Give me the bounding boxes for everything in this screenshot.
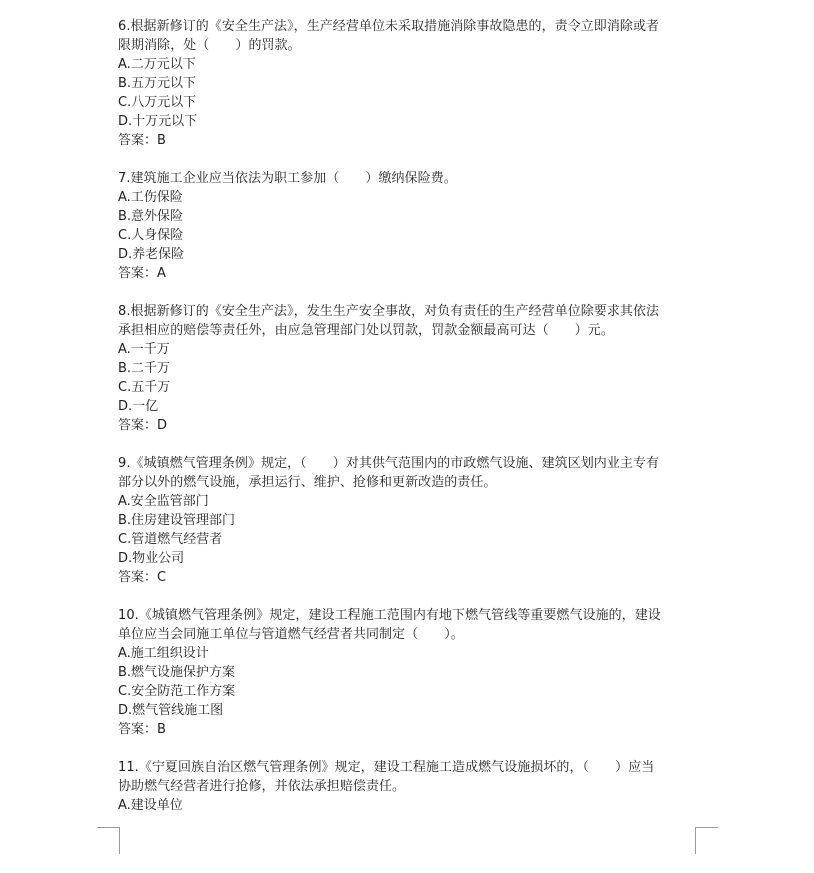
question-stem-line: 限期消除，处（ ）的罚款。 <box>118 38 301 53</box>
answer-option: B.意外保险 <box>118 209 184 224</box>
question-stem-line: 9.《城镇燃气管理条例》规定，（ ）对其供气范围内的市政燃气设施、建筑区划内业主专有 <box>118 456 660 471</box>
answer-option: D.一亿 <box>118 399 159 414</box>
question-block <box>118 758 698 815</box>
answer-option: A.安全监管部门 <box>118 494 209 509</box>
answer-key: 答案：B <box>118 722 166 737</box>
question-stem-line: 单位应当会同施工单位与管道燃气经营者共同制定（ ）。 <box>118 627 464 642</box>
question-stem-line: 承担相应的赔偿等责任外，由应急管理部门处以罚款，罚款金额最高可达（ ）元。 <box>118 323 614 338</box>
answer-option: B.燃气设施保护方案 <box>118 665 236 680</box>
answer-option: A.一千万 <box>118 342 170 357</box>
answer-option: C.八万元以下 <box>118 95 197 110</box>
question-stem-line: 6.根据新修订的《安全生产法》，生产经营单位未采取措施消除事故隐患的，责令立即消除或者 <box>118 19 660 34</box>
question-stem-line: 协助燃气经营者进行抢修，并依法承担赔偿责任。 <box>118 779 406 794</box>
crop-mark-bottom-left <box>97 827 120 854</box>
question-block <box>118 169 698 283</box>
answer-key: 答案：A <box>118 266 166 281</box>
answer-option: C.五千万 <box>118 380 171 395</box>
question-block <box>118 454 698 587</box>
answer-option: A.施工组织设计 <box>118 646 209 661</box>
answer-option: C.人身保险 <box>118 228 184 243</box>
question-stem-line: 部分以外的燃气设施，承担运行、维护、抢修和更新改造的责任。 <box>118 475 497 490</box>
question-stem-line: 7.建筑施工企业应当依法为职工参加（ ）缴纳保险费。 <box>118 171 457 186</box>
question-stem-line: 8.根据新修订的《安全生产法》，发生生产安全事故，对负有责任的生产经营单位除要求其依法 <box>118 304 660 319</box>
answer-option: D.十万元以下 <box>118 114 198 129</box>
question-list <box>118 17 698 834</box>
question-block <box>118 302 698 435</box>
answer-option: A.二万元以下 <box>118 57 196 72</box>
answer-option: C.安全防范工作方案 <box>118 684 236 699</box>
answer-option: D.养老保险 <box>118 247 185 262</box>
question-stem-line: 11.《宁夏回族自治区燃气管理条例》规定，建设工程施工造成燃气设施损坏的，（ ）应当 <box>118 760 655 775</box>
answer-option: D.物业公司 <box>118 551 185 566</box>
answer-key: 答案：B <box>118 133 166 148</box>
answer-key: 答案：C <box>118 570 167 585</box>
answer-option: B.二千万 <box>118 361 171 376</box>
answer-option: B.住房建设管理部门 <box>118 513 236 528</box>
question-stem-line: 10.《城镇燃气管理条例》规定，建设工程施工范围内有地下燃气管线等重要燃气设施的，建设 <box>118 608 661 623</box>
question-block <box>118 606 698 739</box>
answer-option: C.管道燃气经营者 <box>118 532 223 547</box>
answer-option: B.五万元以下 <box>118 76 197 91</box>
crop-mark-bottom-right <box>695 827 718 854</box>
answer-option: A.工伤保险 <box>118 190 183 205</box>
question-block <box>118 17 698 150</box>
answer-option: A.建设单位 <box>118 798 183 813</box>
answer-option: D.燃气管线施工图 <box>118 703 224 718</box>
answer-key: 答案：D <box>118 418 168 433</box>
